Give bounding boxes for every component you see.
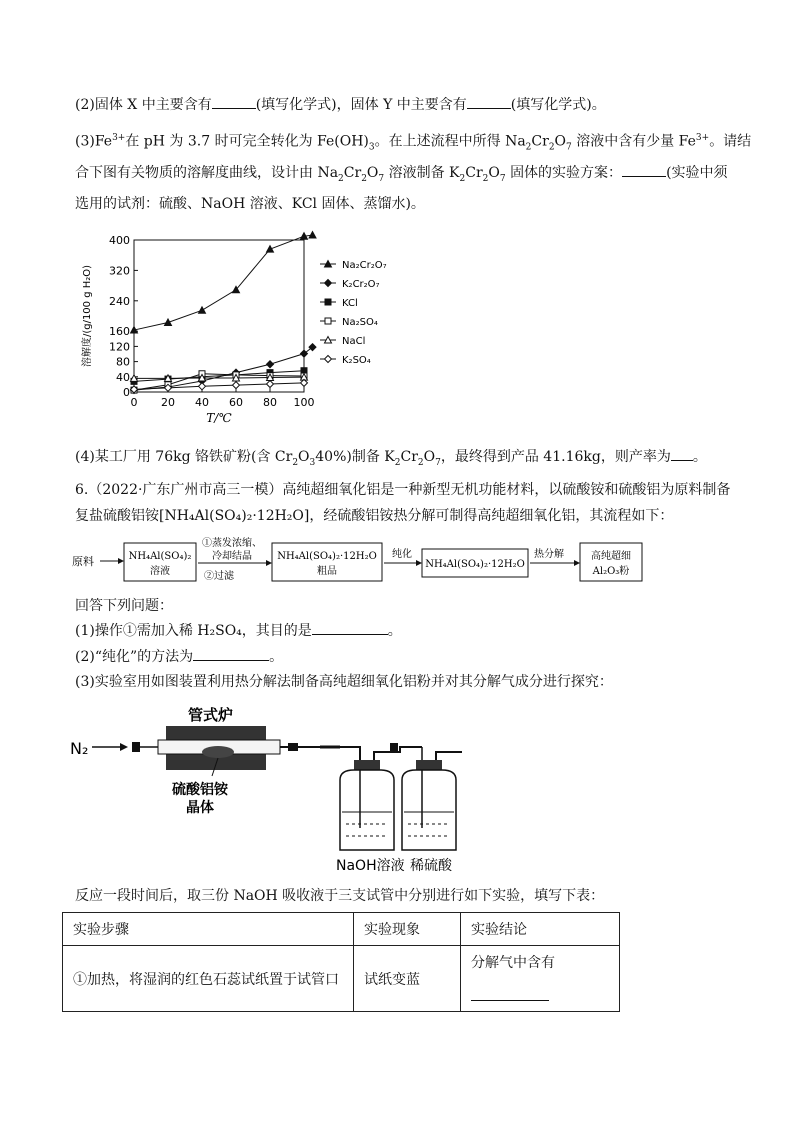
flow-arrowhead bbox=[416, 560, 422, 566]
answer-blank[interactable] bbox=[467, 94, 511, 109]
q3-text: 在 pH 为 3.7 时可完全转化为 Fe(OH) bbox=[125, 133, 369, 150]
answer-blank[interactable] bbox=[193, 646, 269, 661]
question-6-2 bbox=[75, 646, 283, 667]
q3-text: 溶液中含有少量 Fe bbox=[576, 133, 696, 150]
data-point bbox=[309, 232, 316, 239]
y-tick-label: 400 bbox=[109, 234, 130, 247]
inlet-valve bbox=[132, 742, 140, 752]
flow-raw-label: 原料 bbox=[72, 555, 94, 568]
q2-text-3: (填写化学式)。 bbox=[510, 97, 606, 113]
legend-label: NaCl bbox=[342, 336, 366, 347]
y-tick-label: 120 bbox=[109, 340, 130, 354]
y-axis-label: 溶解度/(g/100 g H₂O) bbox=[82, 264, 93, 368]
flow-box4-line2: Al₂O₃粉 bbox=[592, 566, 630, 577]
table-cell: 试纸变蓝 bbox=[354, 946, 461, 1012]
flow-step1-line2: 冷却结晶 bbox=[212, 551, 252, 562]
flow-box4-line1: 高纯超细 bbox=[591, 551, 631, 562]
superscript: 3+ bbox=[695, 133, 710, 143]
subscript: 3 bbox=[309, 457, 316, 468]
x-tick-label: 60 bbox=[229, 396, 243, 409]
answer-blank[interactable] bbox=[212, 94, 256, 109]
tube-connector bbox=[288, 743, 298, 751]
table-header: 实验结论 bbox=[461, 913, 620, 946]
legend-marker bbox=[325, 280, 332, 287]
question-2 bbox=[75, 94, 606, 115]
subscript: 2 bbox=[459, 173, 466, 184]
bottle2-stopper bbox=[416, 760, 442, 770]
y-tick-label: 40 bbox=[116, 370, 130, 384]
legend-label: K₂SO₄ bbox=[342, 355, 371, 366]
legend-label: KCl bbox=[342, 298, 358, 309]
subscript: 3 bbox=[368, 142, 375, 153]
x-axis-label: T/℃ bbox=[206, 411, 232, 425]
results-table bbox=[62, 912, 620, 1012]
q4-text: 40%)制备 K bbox=[315, 449, 395, 465]
question-6-line-2: 复盐硫酸铝铵[NH₄Al(SO₄)₂·12H₂O]，经硫酸铝铵热分解可制得高纯超细氧化铝，其流程如下： bbox=[75, 508, 674, 524]
data-point bbox=[267, 246, 274, 253]
answer-blank[interactable] bbox=[471, 986, 549, 1001]
answer-blank[interactable] bbox=[671, 446, 693, 461]
data-point bbox=[233, 382, 240, 389]
flow-step3-label: 热分解 bbox=[534, 549, 564, 560]
flow-box1-line1: NH₄Al(SO₄)₂ bbox=[128, 551, 192, 562]
q4-text: O bbox=[298, 449, 310, 465]
q3-text: 。在上述流程中所得 Na bbox=[374, 133, 526, 150]
flow-step1-line3: ②过滤 bbox=[204, 571, 234, 582]
q4-text: (4)某工厂用 76kg 铬铁矿粉(含 Cr bbox=[75, 449, 293, 465]
q3-text: 。请结 bbox=[709, 133, 752, 150]
q4-text: 。 bbox=[692, 449, 707, 465]
superscript: 3+ bbox=[112, 133, 126, 143]
question-3-line-3 bbox=[75, 194, 425, 214]
bottle1 bbox=[340, 770, 394, 850]
answer-blank[interactable] bbox=[312, 620, 388, 635]
bottle2 bbox=[402, 770, 456, 850]
bottle2-label: 稀硫酸 bbox=[410, 858, 452, 874]
answer-intro: 回答下列问题： bbox=[75, 598, 173, 614]
legend-label: Na₂Cr₂O₇ bbox=[342, 260, 387, 271]
subscript: 2 bbox=[548, 142, 555, 153]
question-6-3: (3)实验室用如图装置利用热分解法制备高纯超细氧化铝粉并对其分解气成分进行探究： bbox=[75, 674, 613, 690]
flow-arrowhead bbox=[266, 560, 272, 566]
question-6-1 bbox=[75, 620, 402, 641]
table-header-row bbox=[63, 913, 620, 946]
data-point bbox=[267, 381, 274, 388]
question-4: (4)某工厂用 76kg 铬铁矿粉(含 $Cr_2O_340\%$)制备 $K_2Cr_2O_7$，最终得到产品 41.16kg，则产率为 。 bbox=[75, 446, 707, 473]
flow-box2-line1: NH₄Al(SO₄)₂·12H₂O bbox=[277, 551, 377, 562]
table-cell: ①加热，将湿润的红色石蕊试纸置于试管口 bbox=[63, 946, 354, 1012]
flow-box3-label: NH₄Al(SO₄)₂·12H₂O bbox=[425, 559, 525, 570]
q6-2-text: (2)“纯化”的方法为 bbox=[75, 649, 194, 665]
data-point bbox=[199, 307, 206, 314]
subscript: 2 bbox=[525, 142, 532, 153]
q3-text: 合下图有关物质的溶解度曲线，设计由 Na bbox=[75, 165, 339, 181]
q6-1-text: (1)操作①需加入稀 H₂SO₄，其目的是 bbox=[75, 623, 312, 639]
data-point bbox=[165, 319, 172, 326]
subscript: 2 bbox=[361, 173, 367, 184]
y-tick-label: 240 bbox=[109, 294, 130, 308]
crystal-sample bbox=[202, 746, 234, 758]
x-tick-label: 40 bbox=[195, 396, 209, 409]
flow-arrowhead bbox=[574, 560, 580, 566]
y-tick-label: 320 bbox=[109, 264, 130, 278]
furnace-label: 管式炉 bbox=[188, 706, 234, 724]
q2-text-2: (填写化学式)，固体 Y 中主要含有 bbox=[255, 97, 467, 113]
flow-step1-line1: ①蒸发浓缩、 bbox=[202, 538, 262, 549]
table-header: 实验步骤 bbox=[63, 913, 354, 946]
table-cell-conclusion bbox=[461, 946, 620, 1012]
q3-text: (实验中须 bbox=[666, 165, 728, 181]
subscript: 2 bbox=[292, 457, 299, 468]
tube-connector bbox=[390, 743, 398, 751]
inlet-arrowhead bbox=[120, 743, 128, 751]
solubility-chart bbox=[72, 228, 412, 428]
plot-frame bbox=[134, 240, 304, 392]
series-line bbox=[134, 235, 313, 330]
subscript: 2 bbox=[482, 173, 489, 184]
subscript: 2 bbox=[394, 457, 401, 468]
q6-1-end: 。 bbox=[387, 623, 402, 639]
conclusion-text: 分解气中含有 bbox=[471, 955, 555, 971]
series-line bbox=[134, 377, 304, 378]
subscript: 2 bbox=[338, 173, 344, 184]
subscript: 7 bbox=[566, 142, 572, 153]
x-tick-label: 20 bbox=[161, 396, 175, 409]
y-tick-label: 80 bbox=[116, 355, 130, 369]
subscript: 7 bbox=[435, 457, 441, 468]
q3-text: 选用的试剂：硫酸、NaOH 溶液、KCl 固体、蒸馏水)。 bbox=[75, 196, 425, 212]
flow-arrowhead bbox=[118, 558, 124, 564]
q2-text-1: (2)固体 X 中主要含有 bbox=[75, 97, 212, 113]
x-tick-label: 80 bbox=[263, 396, 277, 409]
subscript: 7 bbox=[499, 173, 506, 184]
question-3-line-2: 合下图有关物质的溶解度曲线，设计由 $Na_2Cr_2O_7$ 溶液制备 $K_2Cr_2O_7$ 固体的实验方案： (实验中须 bbox=[75, 162, 728, 189]
y-tick-label: 0 bbox=[123, 386, 130, 399]
crystal-label-line1: 硫酸铝铵 bbox=[172, 782, 228, 798]
table-intro: 反应一段时间后，取三份 NaOH 吸收液于三支试管中分别进行如下实验，填写下表： bbox=[75, 888, 605, 904]
bottle1-stopper bbox=[354, 760, 380, 770]
crystal-label-line2: 晶体 bbox=[186, 800, 214, 816]
q6-2-end: 。 bbox=[269, 649, 284, 665]
bottle1-label: NaOH溶液 bbox=[336, 858, 405, 874]
x-tick-label: 0 bbox=[130, 396, 138, 409]
subscript: 2 bbox=[417, 457, 424, 468]
flow-box1-line2: 溶液 bbox=[150, 566, 170, 577]
legend-marker bbox=[325, 356, 332, 363]
process-flow-diagram bbox=[70, 535, 710, 587]
legend-label: K₂Cr₂O₇ bbox=[342, 279, 380, 290]
apparatus-diagram bbox=[70, 700, 470, 880]
q3-text: 溶液制备 K bbox=[388, 165, 460, 181]
table-header: 实验现象 bbox=[354, 913, 461, 946]
data-point bbox=[267, 361, 274, 368]
table-row bbox=[63, 946, 620, 1012]
q3-text: 固体的实验方案： bbox=[510, 165, 623, 181]
answer-blank[interactable] bbox=[622, 162, 666, 177]
n2-label: N₂ bbox=[70, 739, 89, 758]
q3-text: (3)Fe bbox=[75, 133, 113, 150]
legend-label: Na₂SO₄ bbox=[342, 317, 378, 328]
data-point bbox=[199, 383, 206, 390]
x-tick-label: 100 bbox=[293, 396, 315, 409]
legend-marker bbox=[325, 318, 331, 324]
q4-text: ，最终得到产品 41.16kg，则产率为 bbox=[440, 449, 671, 465]
subscript: 7 bbox=[378, 173, 385, 184]
flow-step2-label: 纯化 bbox=[392, 549, 412, 560]
flow-box2-line2: 粗品 bbox=[317, 566, 337, 577]
question-6-line-1: 6.（2022·广东广州市高三一模）高纯超细氧化铝是一种新型无机功能材料，以硫酸铵和硫酸铝为原料制备 bbox=[75, 482, 731, 498]
y-tick-label: 160 bbox=[109, 325, 130, 339]
legend-marker bbox=[325, 299, 331, 305]
question-3-line-1: $(3)Fe^{3+}$在 pH 为 3.7 时可完全转化为 $Fe(OH)_3$。在上述流程中所得 $Na_2Cr_2O_7$ 溶液中含有少量 $Fe^{3+}$。请结 bbox=[75, 133, 752, 153]
